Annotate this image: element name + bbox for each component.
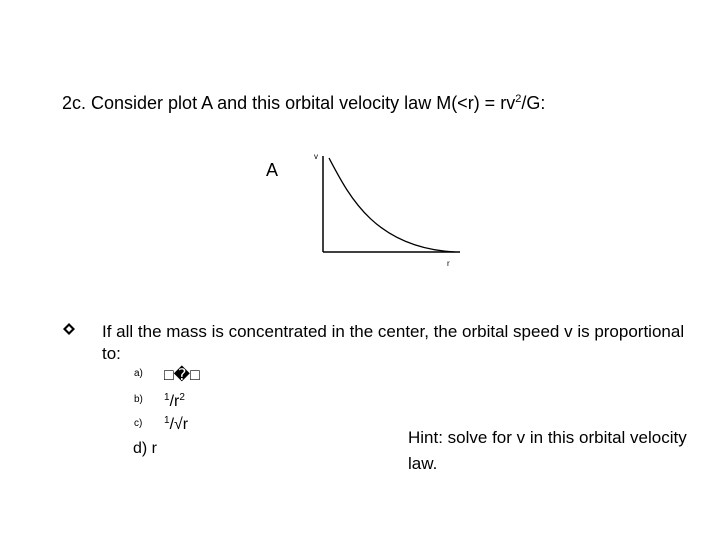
option-b-denominator: /r [169, 393, 180, 410]
option-c-text [164, 415, 188, 434]
option-c-denominator: /√r [169, 416, 189, 433]
option-b-text [164, 392, 185, 411]
plot-label: A [266, 160, 279, 180]
x-axis-label: r [447, 259, 450, 268]
option-c-letter: c) [134, 418, 143, 429]
hint-text: Hint: solve for v in this orbital velocity law. [408, 428, 687, 473]
option-a-letter: a) [134, 368, 143, 379]
heading-exponent: 2 [515, 93, 522, 105]
option-d: d) r [133, 440, 157, 457]
question-text: If all the mass is concentrated in the center, the orbital speed v is proportional to: [102, 322, 685, 363]
option-b-numerator: 1 [164, 392, 170, 403]
option-c-numerator: 1 [164, 415, 170, 426]
option-a-text: □�□ [164, 367, 200, 384]
option-b-letter: b) [134, 394, 143, 405]
y-axis-label: v [314, 152, 318, 161]
slide-heading [62, 93, 545, 114]
heading-suffix: /G: [521, 93, 546, 113]
heading-prefix: 2c. Consider plot A and this orbital velocity law M(<r) = rv [62, 93, 516, 113]
velocity-plot [305, 148, 465, 268]
option-b-exponent: 2 [179, 392, 185, 403]
velocity-curve [329, 158, 455, 252]
diamond-bullet-icon [62, 322, 76, 341]
